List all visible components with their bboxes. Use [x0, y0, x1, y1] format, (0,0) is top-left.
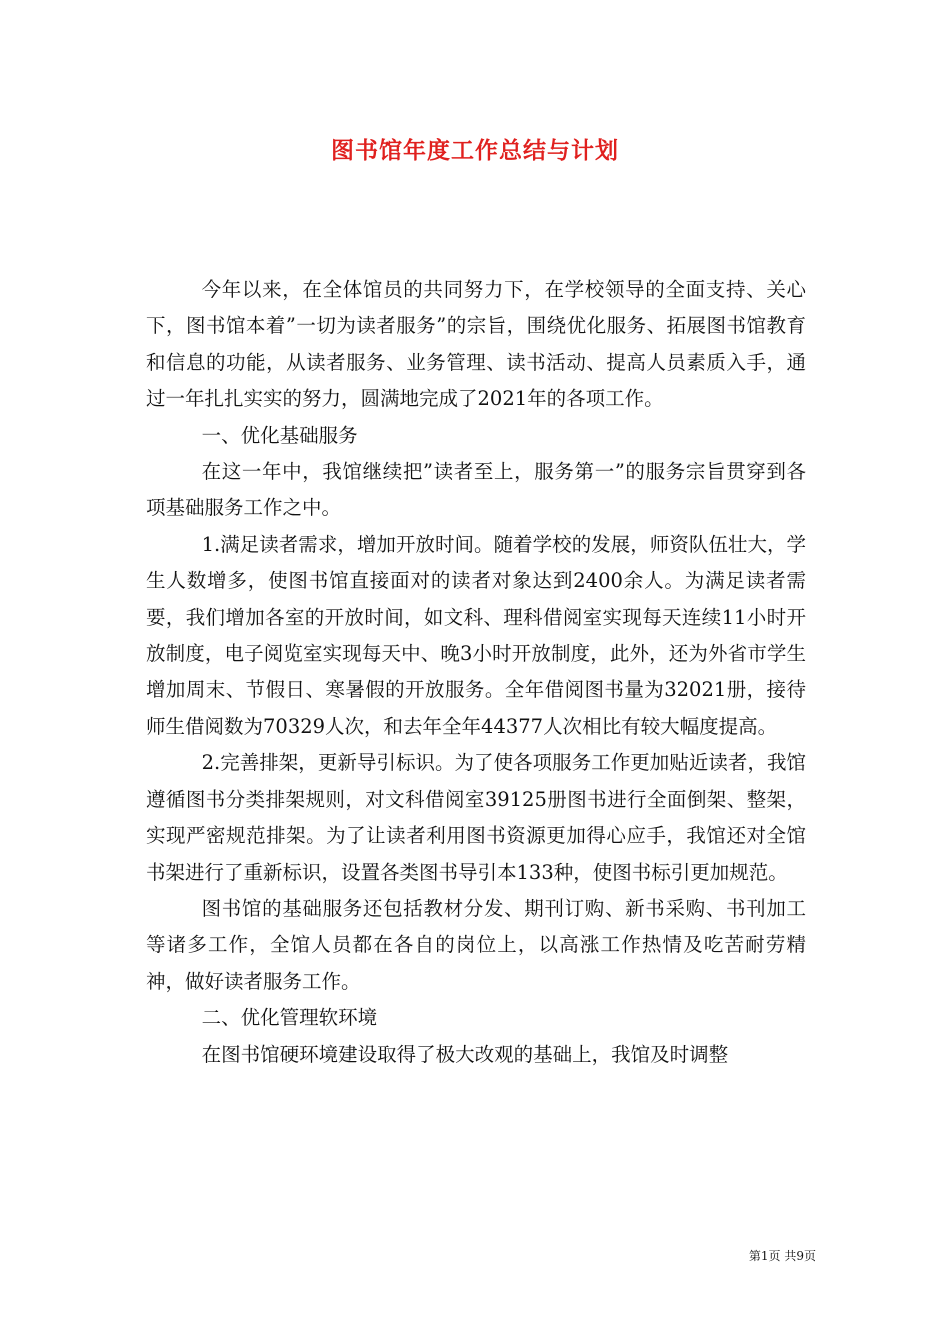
document-body	[146, 272, 806, 1073]
paragraph: 在这一年中，我馆继续把”读者至上，服务第一”的服务宗旨贯穿到各项基础服务工作之中。	[146, 460, 806, 520]
section-heading-1: 一、优化基础服务	[201, 423, 358, 447]
paragraph-intro: 今年以来，在全体馆员的共同努力下，在学校领导的全面支持、关心下，图书馆本着”一切为读者服务”的宗旨，围绕优化服务、拓展图书馆教育和信息的功能，从读者服务、业务管理、读书活动、提高人员素质入手，通过一年扎扎实实的努力，圆满地完成了2021年的各项工作。	[146, 278, 806, 411]
section-heading-2: 二、优化管理软环境	[201, 1006, 378, 1030]
page-number: 第1页 共9页	[748, 1249, 816, 1263]
paragraph: 在图书馆硬环境建设取得了极大改观的基础上，我馆及时调整	[201, 1042, 729, 1066]
paragraph: 2.完善排架，更新导引标识。为了使各项服务工作更加贴近读者，我馆遵循图书分类排架规则，对文科借阅室39125册图书进行全面倒架、整架，实现严密规范排架。为了让读者利用图书资源更加得心应手，我馆还对全馆书架进行了重新标识，设置各类图书导引本133种，使图书标引更加规范。	[146, 751, 806, 884]
paragraph: 图书馆的基础服务还包括教材分发、期刊订购、新书采购、书刊加工等诸多工作，全馆人员都在各自的岗位上，以高涨工作热情及吃苦耐劳精神，做好读者服务工作。	[146, 896, 806, 993]
document-title: 图书馆年度工作总结与计划	[331, 138, 619, 164]
paragraph: 1.满足读者需求，增加开放时间。随着学校的发展，师资队伍壮大，学生人数增多，使图书馆直接面对的读者对象达到2400余人。为满足读者需要，我们增加各室的开放时间，如文科、理科借阅室实现每天连续11小时开放制度，电子阅览室实现每天中、晚3小时开放制度，此外，还为外省市学生增加周末、节假日、寒暑假的开放服务。全年借阅图书量为32021册，接待师生借阅数为70329人次，和去年全年44377人次相比有较大幅度提高。	[146, 532, 806, 738]
